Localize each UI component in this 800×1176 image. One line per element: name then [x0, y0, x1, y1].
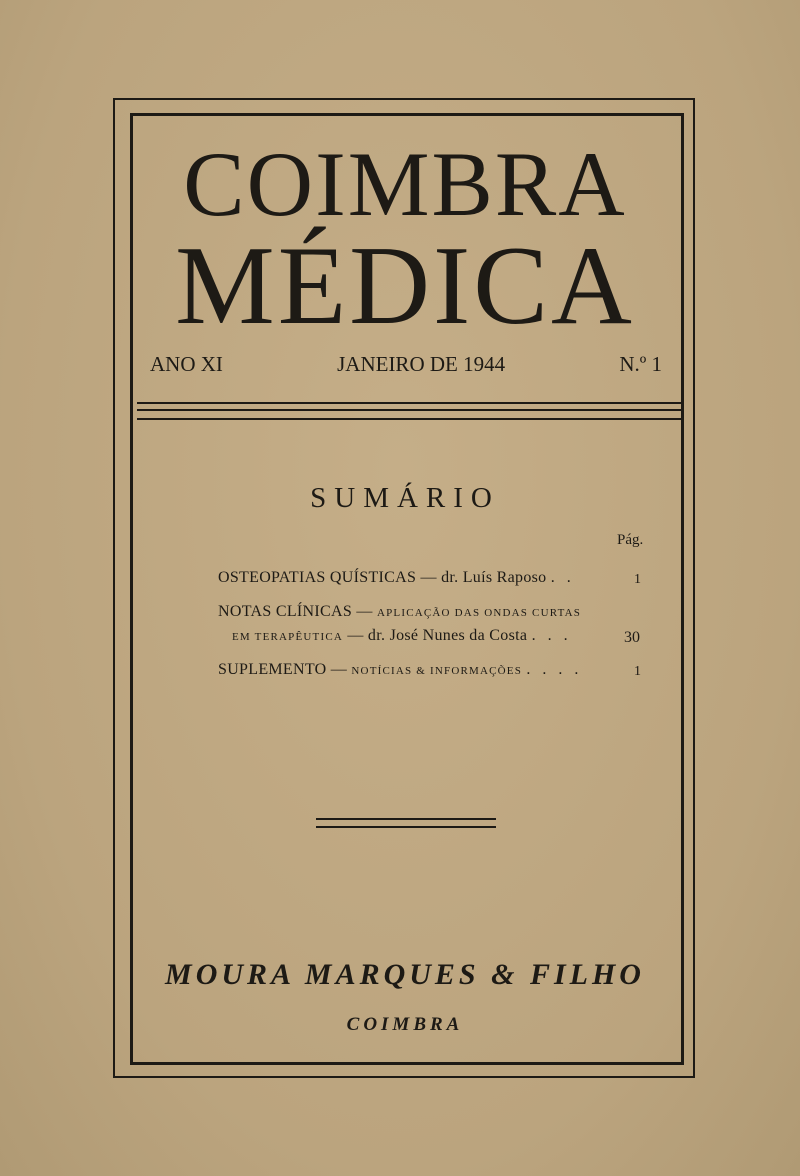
publisher-name: MOURA MARQUES & FILHO	[165, 958, 645, 991]
toc-entry-subtitle: EM TERAPÊUTICA	[232, 631, 344, 643]
toc-entry-3-page: 1	[634, 664, 641, 679]
toc-entry-title: NOTAS CLÍNICAS	[218, 603, 353, 620]
toc-entry-subtitle: NOTÍCIAS & INFORMAÇÕES	[351, 665, 523, 677]
toc-entry-2-line1	[218, 603, 581, 621]
toc-leader-dots: . . .	[531, 627, 572, 644]
issue-date: JANEIRO DE 1944	[337, 352, 506, 376]
toc-entry-2-line2	[232, 627, 572, 645]
toc-entry-1	[218, 569, 575, 587]
toc-separator: —	[352, 603, 377, 620]
masthead-title-line2: MÉDICA	[175, 224, 635, 348]
ornamental-rule	[316, 818, 496, 820]
publisher-city: COIMBRA	[346, 1014, 464, 1035]
toc-separator: —	[326, 661, 352, 678]
toc-entry-author: dr. José Nunes da Costa	[367, 627, 528, 644]
issue-year: ANO XI	[150, 352, 223, 376]
contents-heading: SUMÁRIO	[310, 482, 500, 514]
toc-entry-title: OSTEOPATIAS QUÍSTICAS	[218, 569, 417, 586]
page-column-label: Pág.	[617, 532, 644, 548]
masthead-title-line1: COIMBRA	[183, 133, 627, 235]
toc-separator: —	[416, 569, 442, 586]
toc-entry-subtitle: APLICAÇÃO DAS ONDAS CURTAS	[376, 607, 582, 619]
toc-leader-dots: . . . .	[526, 661, 583, 678]
toc-entry-1-page: 1	[634, 572, 641, 587]
toc-entry-author: dr. Luís Raposo	[441, 569, 547, 586]
toc-entry-2-page: 30	[624, 629, 640, 646]
toc-entry-3	[218, 661, 582, 679]
toc-leader-dots: . .	[550, 569, 575, 586]
issue-number: N.º 1	[619, 352, 662, 376]
issue-info-row	[150, 352, 662, 377]
toc-entry-title: SUPLEMENTO	[218, 661, 327, 678]
ornamental-rule	[316, 826, 496, 828]
divider-rule	[137, 418, 681, 420]
toc-separator: —	[343, 627, 368, 644]
divider-rule	[137, 409, 681, 411]
divider-rule	[137, 402, 681, 404]
